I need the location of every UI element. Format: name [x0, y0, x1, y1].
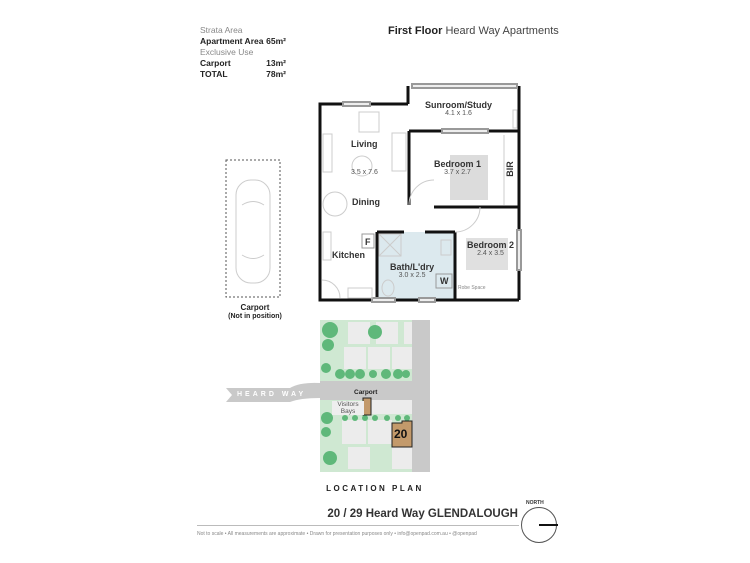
room-bedroom-2	[467, 240, 514, 257]
washer-label	[440, 276, 449, 286]
bath-dim: 3.0 x 2.5	[398, 272, 426, 279]
carport-marker	[363, 398, 371, 415]
bedroom2-name: Bedroom 2	[467, 240, 515, 250]
dining-name: Dining	[352, 197, 380, 207]
carport-outline	[226, 160, 280, 297]
room-living-dim	[351, 169, 378, 176]
building-name: Heard Way Apartments	[445, 25, 559, 37]
divider	[197, 525, 519, 526]
carport-title: Carport	[240, 303, 270, 312]
visitors-bays-label: Visitors Bays	[332, 401, 364, 415]
bedroom1-dim: 3.7 x 2.7	[444, 169, 471, 176]
robe-space-label	[458, 285, 486, 291]
room-bir	[505, 161, 515, 177]
sunroom-name: Sunroom/Study	[425, 100, 492, 110]
room-bath-laundry	[390, 262, 434, 279]
location-plan-title: LOCATION PLAN	[326, 484, 424, 493]
compass-needle	[539, 524, 558, 526]
floor-label: First Floor	[388, 25, 443, 37]
living-dim: 3.5 x 7.6	[351, 169, 378, 176]
total-area-label: TOTAL	[200, 69, 228, 79]
carport-subtitle: (Not in position)	[228, 313, 282, 320]
apartment-area-label: Apartment Area	[200, 36, 264, 46]
apartment-area-value: 65m²	[266, 36, 286, 46]
fridge-icon: F	[365, 237, 371, 247]
room-dining	[352, 197, 380, 207]
carport-area-value: 13m²	[266, 58, 286, 68]
north-label: NORTH	[526, 500, 544, 506]
kitchen-name: Kitchen	[332, 250, 366, 260]
room-sunroom-study	[425, 100, 492, 117]
room-kitchen	[332, 250, 365, 260]
robe-space-text: Robe Space	[458, 285, 486, 291]
property-address: 20 / 29 Heard Way GLENDALOUGH	[327, 508, 518, 520]
bedroom1-name: Bedroom 1	[434, 159, 482, 169]
bedroom2-dim: 2.4 x 3.5	[477, 250, 504, 257]
fridge-label	[365, 237, 371, 247]
street-name: HEARD WAY	[237, 391, 307, 398]
strata-area-label: Strata Area	[200, 25, 243, 35]
unit-number: 20	[394, 427, 408, 441]
living-name: Living	[351, 139, 378, 149]
exclusive-use-label: Exclusive Use	[200, 47, 254, 57]
carport-label	[220, 303, 290, 321]
car-icon	[236, 180, 270, 283]
washer-icon: W	[440, 276, 449, 286]
carport-area-label: Carport	[200, 58, 231, 68]
disclaimer-footer: Not to scale • All measurements are approximate • Drawn for presentation purposes only • info@openpad.com.au • @openpad	[197, 531, 477, 537]
map-carport-label: Carport	[354, 389, 378, 396]
total-area-value: 78m²	[266, 69, 286, 79]
bir-name: BIR	[504, 161, 515, 177]
bath-name: Bath/L'dry	[390, 262, 435, 272]
north-compass-icon	[521, 507, 557, 543]
room-bedroom-1	[434, 159, 481, 176]
room-living	[351, 139, 378, 149]
sunroom-dim: 4.1 x 1.6	[445, 110, 472, 117]
